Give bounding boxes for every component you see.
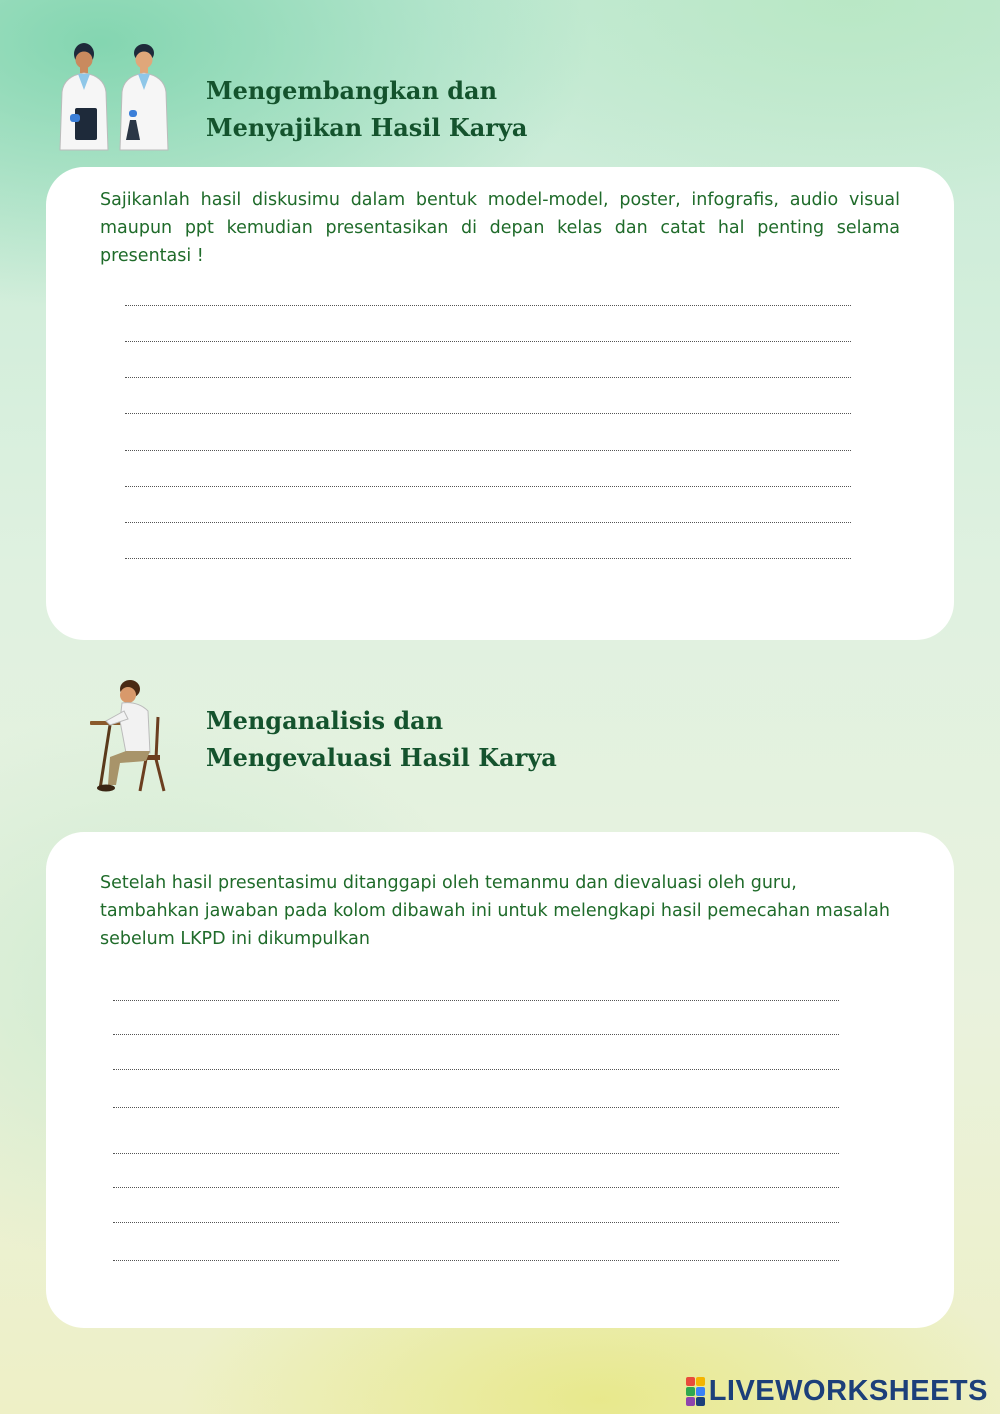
- answer-line[interactable]: [125, 341, 851, 342]
- answer-line[interactable]: [113, 1034, 839, 1035]
- section1-title: [206, 72, 527, 146]
- answer-line[interactable]: [113, 1069, 839, 1070]
- answer-line[interactable]: [113, 1260, 839, 1261]
- answer-line[interactable]: [125, 450, 851, 451]
- answer-line[interactable]: [113, 1000, 839, 1001]
- section2-card: [46, 832, 954, 1328]
- answer-line[interactable]: [125, 413, 851, 414]
- answer-line[interactable]: [125, 486, 851, 487]
- answer-line[interactable]: [125, 377, 851, 378]
- section2-title: [206, 702, 557, 776]
- answer-line[interactable]: [125, 558, 851, 559]
- liveworksheets-brand: [686, 1374, 988, 1408]
- section2-title-line2: Mengevaluasi Hasil Karya: [206, 743, 557, 772]
- section2-instruction: Setelah hasil presentasimu ditanggapi oleh temanmu dan dievaluasi oleh guru, tambahkan jawaban pada kolom dibawah ini untuk melengkapi hasil pemecahan masalah sebelum LKPD ini dikumpulkan: [100, 873, 890, 949]
- section1-card: [46, 167, 954, 640]
- answer-line[interactable]: [125, 522, 851, 523]
- section1-answer-area[interactable]: [125, 167, 851, 640]
- section1-instruction: Sajikanlah hasil diskusimu dalam bentuk model-model, poster, infografis, audio visual maupun ppt kemudian presentasikan di depan kelas dan catat hal penting selama presentasi !: [100, 190, 900, 266]
- answer-line[interactable]: [113, 1187, 839, 1188]
- liveworksheets-wordmark: LIVEWORKSHEETS: [708, 1374, 988, 1407]
- answer-line[interactable]: [113, 1222, 839, 1223]
- section2-title-line1: Menganalisis dan: [206, 706, 444, 735]
- answer-line[interactable]: [113, 1107, 839, 1108]
- section2-answer-area[interactable]: [113, 832, 839, 1328]
- student-writing-illustration: [86, 677, 176, 795]
- liveworksheets-logo-icon: [686, 1377, 705, 1406]
- section1-title-line2: Menyajikan Hasil Karya: [206, 113, 528, 142]
- answer-line[interactable]: [113, 1153, 839, 1154]
- answer-line[interactable]: [125, 305, 851, 306]
- section1-title-line1: Mengembangkan dan: [206, 76, 498, 105]
- scientists-illustration: [48, 40, 183, 152]
